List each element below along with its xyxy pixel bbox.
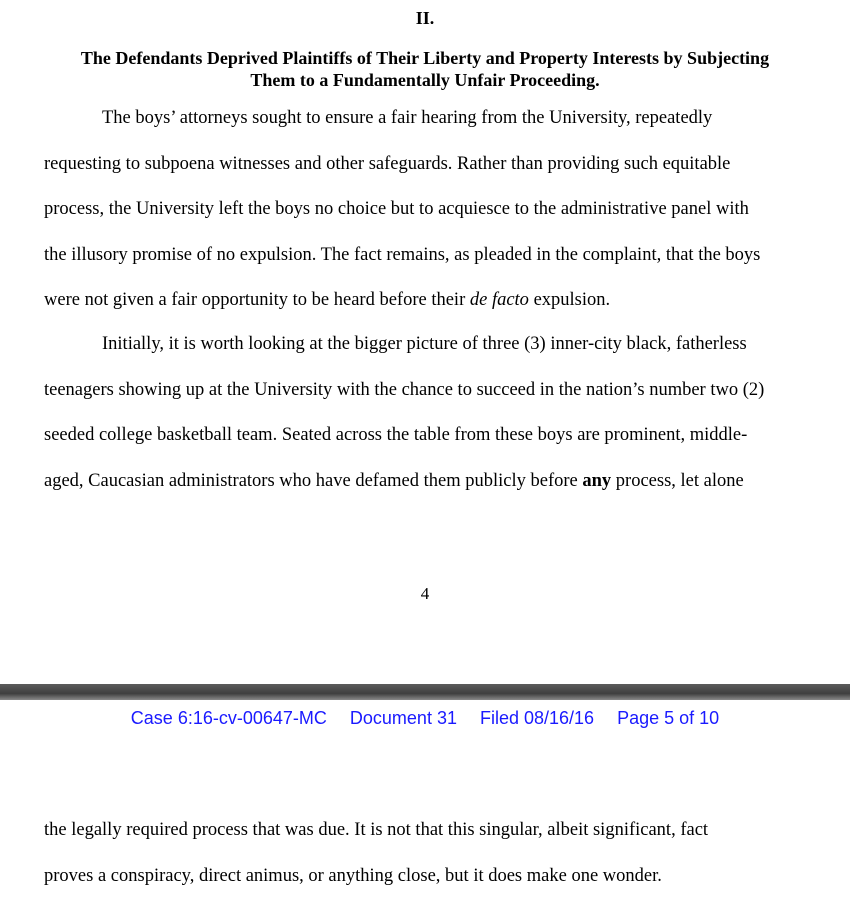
text-run: expulsion. [528,290,611,311]
paragraph-line: the legally required process that was due. It is not that this singular, albeit significant, fact [44,820,709,840]
case-header [0,708,850,729]
paragraph-1 [44,96,824,324]
section-heading [30,47,820,91]
paragraph-line: seeded college basketball team. Seated across the table from these boys are prominent, middle- [44,425,748,446]
page-of-total: Page 5 of 10 [617,708,720,728]
paragraph-line: The boys’ attorneys sought to ensure a fair hearing from the University, repeatedly [102,108,713,128]
case-number: Case 6:16-cv-00647-MC [130,708,327,728]
section-heading-line: The Defendants Deprived Plaintiffs of Their Liberty and Property Interests by Subjecting [80,48,770,68]
paragraph-line: the illusory promise of no expulsion. The fact remains, as pleaded in the complaint, that the boys [44,244,761,265]
filed-date: Filed 08/16/16 [479,708,595,728]
bold-text: any [582,470,612,491]
italic-text: de facto [469,290,529,311]
section-heading-line: Them to a Fundamentally Unfair Proceeding. [250,70,600,90]
page-number: 4 [420,584,430,603]
paragraph-line: process, the University left the boys no choice but to acquiesce to the administrative panel with [44,199,749,220]
text-run: were not given a fair opportunity to be heard before their [44,290,470,311]
paragraph-3 [44,808,824,899]
paragraph-line: teenagers showing up at the University with the chance to succeed in the nation’s number two (2) [44,379,765,400]
document-number: Document 31 [349,708,457,728]
paragraph-line [44,278,824,324]
paragraph-line: proves a conspiracy, direct animus, or anything close, but it does make one wonder. [44,865,662,886]
page-separator [0,684,850,700]
paragraph-line: Initially, it is worth looking at the bigger picture of three (3) inner-city black, fatherless [102,334,747,354]
paragraph-line: requesting to subpoena witnesses and other safeguards. Rather than providing such equitable [44,153,731,174]
section-number: II. [415,8,435,28]
text-run: process, let alone [611,470,744,491]
text-run: aged, Caucasian administrators who have defamed them publicly before [44,470,583,491]
paragraph-line [44,459,824,505]
paragraph-2 [44,322,824,504]
